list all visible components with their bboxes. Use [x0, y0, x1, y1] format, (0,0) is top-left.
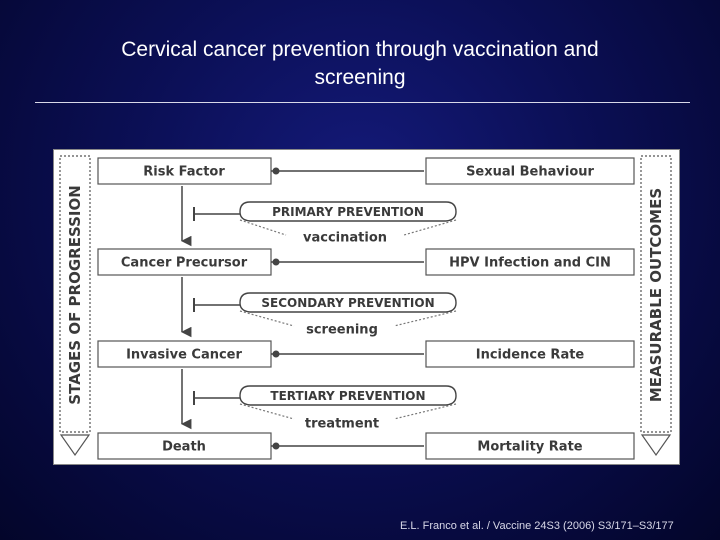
outcome-label: HPV Infection and CIN: [449, 255, 611, 271]
outcome-label: Sexual Behaviour: [466, 164, 594, 180]
prevention-title: SECONDARY PREVENTION: [261, 296, 435, 310]
diagram-row: [98, 249, 634, 275]
slide-title-line-1: Cervical cancer prevention through vaccination and: [121, 38, 599, 61]
slide-title-line-2: screening: [314, 66, 406, 89]
diagram-canvas: [54, 150, 679, 464]
connector-dot: [273, 351, 280, 358]
citation: E.L. Franco et al. / Vaccine 24S3 (2006) S3/171–S3/177: [400, 520, 674, 532]
outcome-label: Mortality Rate: [477, 439, 583, 455]
prevention-means: treatment: [304, 416, 380, 432]
diagram-row: [98, 158, 634, 184]
outcome-label: Incidence Rate: [475, 347, 585, 363]
stages-of-progression-label: STAGES OF PROGRESSION: [66, 185, 84, 405]
prevention-block: [182, 369, 456, 432]
stage-label: Invasive Cancer: [126, 347, 242, 363]
measurable-outcomes-label: MEASURABLE OUTCOMES: [647, 187, 665, 403]
stage-label: Risk Factor: [143, 164, 225, 180]
prevention-diagram: [53, 149, 680, 465]
connector-dot: [273, 443, 280, 450]
title-underline: [35, 102, 690, 103]
prevention-means: vaccination: [303, 230, 387, 246]
stage-label: Cancer Precursor: [120, 255, 248, 271]
diagram-row: [98, 341, 634, 367]
prevention-title: TERTIARY PREVENTION: [270, 389, 426, 403]
prevention-means: screening: [306, 322, 378, 338]
prevention-block: [182, 277, 456, 338]
right-side-column: [641, 156, 671, 455]
prevention-title: PRIMARY PREVENTION: [272, 205, 424, 219]
connector-dot: [273, 168, 280, 175]
left-side-column: [60, 156, 90, 455]
stage-label: Death: [162, 439, 206, 455]
connector-dot: [273, 259, 280, 266]
slide-title: [30, 36, 690, 92]
prevention-block: [182, 186, 456, 246]
diagram-row: [98, 433, 634, 459]
